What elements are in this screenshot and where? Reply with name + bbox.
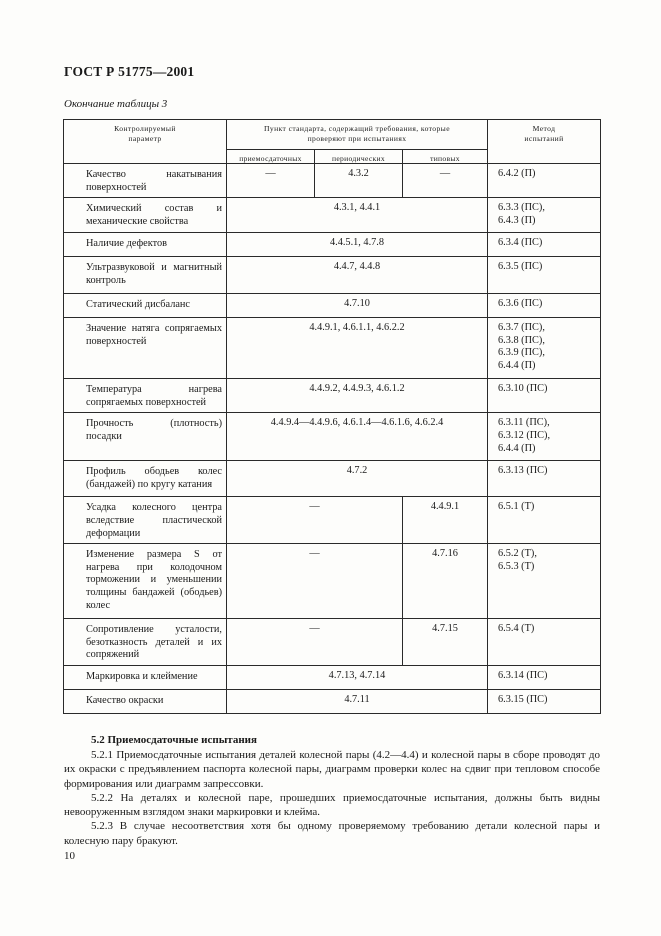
clause-type: 4.7.16 xyxy=(403,544,488,619)
param-cell: Ультразвуковой и магнитный контроль xyxy=(64,257,227,294)
method-cell: 6.5.2 (Т), 6.5.3 (Т) xyxy=(488,544,601,619)
clause-acceptance: — xyxy=(227,164,315,198)
clause-acceptance-periodic: — xyxy=(227,544,403,619)
section-body xyxy=(64,748,600,848)
param-cell: Сопротивление усталости, безотказность деталей и их сопряжений xyxy=(64,619,227,666)
table-row xyxy=(64,413,601,461)
method-cell: 6.3.3 (ПС), 6.4.3 (П) xyxy=(488,198,601,233)
table-row xyxy=(64,665,601,689)
method-cell: 6.5.1 (Т) xyxy=(488,497,601,544)
clause-acceptance-periodic: — xyxy=(227,497,403,544)
header-clause: Пункт стандарта, содержащий требования, которые проверяют при испытаниях xyxy=(227,120,488,150)
table-row xyxy=(64,164,601,198)
clause-periodic: 4.3.2 xyxy=(315,164,403,198)
clause-all: 4.7.2 xyxy=(227,461,488,497)
document-code: ГОСТ Р 51775—2001 xyxy=(64,64,195,79)
param-cell: Маркировка и клеймение xyxy=(64,665,227,689)
param-cell: Усадка колесного центра вследствие пластической деформации xyxy=(64,497,227,544)
method-cell: 6.3.5 (ПС) xyxy=(488,257,601,294)
table-row xyxy=(64,619,601,666)
method-cell: 6.4.2 (П) xyxy=(488,164,601,198)
table-3 xyxy=(63,119,601,714)
clause-all: 4.4.9.4—4.4.9.6, 4.6.1.4—4.6.1.6, 4.6.2.4 xyxy=(227,413,488,461)
table-row xyxy=(64,497,601,544)
method-cell: 6.3.15 (ПС) xyxy=(488,689,601,713)
header-param: Контролируемый параметр xyxy=(64,120,227,164)
paragraph-5-2-2: 5.2.2 На деталях и колесной паре, прошедших приемосдаточные испытания, должны быть видны невооруженным взглядом знаки маркировки и клейма. xyxy=(64,791,600,819)
param-cell: Химический состав и механические свойства xyxy=(64,198,227,233)
clause-all: 4.4.5.1, 4.7.8 xyxy=(227,233,488,257)
section-title: 5.2 Приемосдаточные испытания xyxy=(91,734,257,746)
param-cell: Наличие дефектов xyxy=(64,233,227,257)
header-periodic: периодических xyxy=(315,150,403,164)
param-cell: Изменение размера S от нагрева при колодочном торможении и уменьшении толщины бандажей (ободьев) колес xyxy=(64,544,227,619)
clause-all: 4.7.11 xyxy=(227,689,488,713)
clause-acceptance-periodic: — xyxy=(227,619,403,666)
clause-all: 4.7.13, 4.7.14 xyxy=(227,665,488,689)
clause-type: 4.4.9.1 xyxy=(403,497,488,544)
method-cell: 6.3.13 (ПС) xyxy=(488,461,601,497)
page-number: 10 xyxy=(64,850,75,862)
param-cell: Статический дисбаланс xyxy=(64,294,227,318)
clause-all: 4.7.10 xyxy=(227,294,488,318)
method-cell: 6.3.6 (ПС) xyxy=(488,294,601,318)
clause-all: 4.4.7, 4.4.8 xyxy=(227,257,488,294)
table-caption: Окончание таблицы 3 xyxy=(64,98,168,110)
table-row xyxy=(64,544,601,619)
method-cell: 6.3.11 (ПС), 6.3.12 (ПС), 6.4.4 (П) xyxy=(488,413,601,461)
method-cell: 6.3.14 (ПС) xyxy=(488,665,601,689)
clause-type: — xyxy=(403,164,488,198)
param-cell: Значение натяга сопрягаемых поверхностей xyxy=(64,318,227,379)
table-row xyxy=(64,257,601,294)
table-row xyxy=(64,198,601,233)
method-cell: 6.3.4 (ПС) xyxy=(488,233,601,257)
clause-all: 4.3.1, 4.4.1 xyxy=(227,198,488,233)
table-row xyxy=(64,294,601,318)
param-cell: Качество окраски xyxy=(64,689,227,713)
table-row xyxy=(64,233,601,257)
table-row xyxy=(64,689,601,713)
table-row xyxy=(64,379,601,413)
header-acceptance: приемосдаточных xyxy=(227,150,315,164)
clause-type: 4.7.15 xyxy=(403,619,488,666)
method-cell: 6.5.4 (Т) xyxy=(488,619,601,666)
clause-all: 4.4.9.2, 4.4.9.3, 4.6.1.2 xyxy=(227,379,488,413)
param-cell: Температура нагрева сопрягаемых поверхностей xyxy=(64,379,227,413)
clause-all: 4.4.9.1, 4.6.1.1, 4.6.2.2 xyxy=(227,318,488,379)
table-row xyxy=(64,461,601,497)
paragraph-5-2-3: 5.2.3 В случае несоответствия хотя бы одному проверяемому требованию детали колесной пары и колесную пару бракуют. xyxy=(64,820,600,847)
param-cell: Качество накатывания поверхностей xyxy=(64,164,227,198)
param-cell: Прочность (плотность) посадки xyxy=(64,413,227,461)
header-method: Метод испытаний xyxy=(488,120,601,164)
header-type: типовых xyxy=(403,150,488,164)
paragraph-5-2-1: 5.2.1 Приемосдаточные испытания деталей колесной пары (4.2—4.4) и колесной пары в сборе проводят до их окраски с предъявлением паспорта колесной пары, диаграмм проверки колес на сдвиг при тепловом способе формирования или диаграмм запрессовки. xyxy=(64,749,600,790)
param-cell: Профиль ободьев колес (бандажей) по кругу катания xyxy=(64,461,227,497)
method-cell: 6.3.7 (ПС), 6.3.8 (ПС), 6.3.9 (ПС), 6.4.4 (П) xyxy=(488,318,601,379)
method-cell: 6.3.10 (ПС) xyxy=(488,379,601,413)
table-row xyxy=(64,318,601,379)
